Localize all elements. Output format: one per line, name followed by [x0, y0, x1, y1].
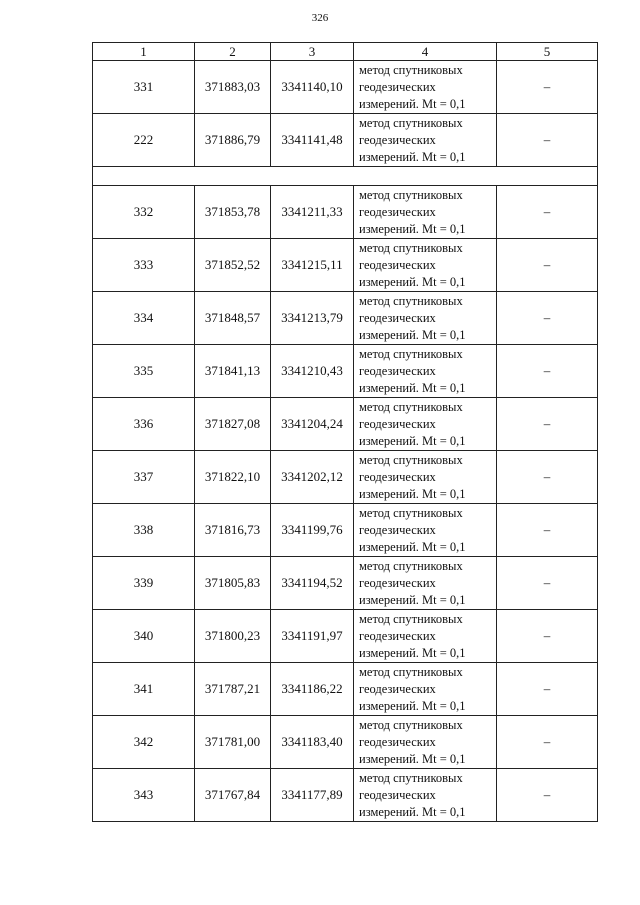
method-cell: [354, 292, 497, 345]
x-coordinate-cell: 371822,10: [195, 451, 271, 504]
method-cell: [354, 239, 497, 292]
header-cell-2: 2: [195, 43, 271, 61]
method-line: геодезических: [359, 575, 436, 590]
note-cell: –: [497, 114, 598, 167]
method-line: геодезических: [359, 628, 436, 643]
method-line: метод спутниковых: [359, 115, 463, 130]
method-line: измерений. Mt = 0,1: [359, 751, 466, 766]
method-line: метод спутниковых: [359, 505, 463, 520]
method-line: метод спутниковых: [359, 717, 463, 732]
method-line: геодезических: [359, 734, 436, 749]
method-line: метод спутниковых: [359, 399, 463, 414]
y-coordinate-cell: 3341202,12: [271, 451, 354, 504]
method-line: метод спутниковых: [359, 346, 463, 361]
method-line: измерений. Mt = 0,1: [359, 804, 466, 819]
method-cell: [354, 114, 497, 167]
method-line: геодезических: [359, 363, 436, 378]
table-row: [93, 61, 598, 114]
method-line: измерений. Mt = 0,1: [359, 645, 466, 660]
y-coordinate-cell: 3341213,79: [271, 292, 354, 345]
method-line: измерений. Mt = 0,1: [359, 149, 466, 164]
note-cell: –: [497, 663, 598, 716]
header-cell-3: 3: [271, 43, 354, 61]
method-line: геодезических: [359, 681, 436, 696]
x-coordinate-cell: 371816,73: [195, 504, 271, 557]
method-line: геодезических: [359, 787, 436, 802]
point-number-cell: 335: [93, 345, 195, 398]
method-cell: [354, 557, 497, 610]
table-row: [93, 239, 598, 292]
y-coordinate-cell: 3341140,10: [271, 61, 354, 114]
point-number-cell: 339: [93, 557, 195, 610]
method-line: геодезических: [359, 79, 436, 94]
y-coordinate-cell: 3341211,33: [271, 186, 354, 239]
table-row: [93, 292, 598, 345]
method-line: геодезических: [359, 132, 436, 147]
x-coordinate-cell: 371827,08: [195, 398, 271, 451]
method-line: метод спутниковых: [359, 293, 463, 308]
method-line: измерений. Mt = 0,1: [359, 96, 466, 111]
method-line: метод спутниковых: [359, 558, 463, 573]
coordinates-table: [92, 42, 598, 822]
table-row: [93, 504, 598, 557]
x-coordinate-cell: 371886,79: [195, 114, 271, 167]
method-cell: [354, 504, 497, 557]
method-line: измерений. Mt = 0,1: [359, 486, 466, 501]
note-cell: –: [497, 557, 598, 610]
method-line: измерений. Mt = 0,1: [359, 539, 466, 554]
note-cell: –: [497, 345, 598, 398]
y-coordinate-cell: 3341204,24: [271, 398, 354, 451]
separator-cell: [93, 167, 598, 186]
x-coordinate-cell: 371767,84: [195, 769, 271, 822]
method-cell: [354, 61, 497, 114]
point-number-cell: 332: [93, 186, 195, 239]
header-cell-1: 1: [93, 43, 195, 61]
point-number-cell: 337: [93, 451, 195, 504]
x-coordinate-cell: 371787,21: [195, 663, 271, 716]
table-row: [93, 716, 598, 769]
y-coordinate-cell: 3341141,48: [271, 114, 354, 167]
y-coordinate-cell: 3341210,43: [271, 345, 354, 398]
table-row: [93, 398, 598, 451]
point-number-cell: 331: [93, 61, 195, 114]
point-number-cell: 222: [93, 114, 195, 167]
method-line: метод спутниковых: [359, 62, 463, 77]
x-coordinate-cell: 371848,57: [195, 292, 271, 345]
x-coordinate-cell: 371841,13: [195, 345, 271, 398]
y-coordinate-cell: 3341215,11: [271, 239, 354, 292]
note-cell: –: [497, 451, 598, 504]
point-number-cell: 342: [93, 716, 195, 769]
method-line: метод спутниковых: [359, 770, 463, 785]
method-line: измерений. Mt = 0,1: [359, 380, 466, 395]
x-coordinate-cell: 371852,52: [195, 239, 271, 292]
point-number-cell: 338: [93, 504, 195, 557]
table-row: [93, 114, 598, 167]
method-cell: [354, 186, 497, 239]
note-cell: –: [497, 398, 598, 451]
table-row: [93, 769, 598, 822]
point-number-cell: 333: [93, 239, 195, 292]
method-line: измерений. Mt = 0,1: [359, 592, 466, 607]
note-cell: –: [497, 239, 598, 292]
x-coordinate-cell: 371853,78: [195, 186, 271, 239]
y-coordinate-cell: 3341194,52: [271, 557, 354, 610]
header-cell-4: 4: [354, 43, 497, 61]
note-cell: –: [497, 292, 598, 345]
x-coordinate-cell: 371800,23: [195, 610, 271, 663]
method-cell: [354, 663, 497, 716]
method-cell: [354, 769, 497, 822]
table-row: [93, 451, 598, 504]
coordinates-table-body: [93, 43, 598, 822]
point-number-cell: 341: [93, 663, 195, 716]
point-number-cell: 340: [93, 610, 195, 663]
separator-row: [93, 167, 598, 186]
note-cell: –: [497, 61, 598, 114]
method-cell: [354, 398, 497, 451]
note-cell: –: [497, 186, 598, 239]
method-line: измерений. Mt = 0,1: [359, 274, 466, 289]
table-row: [93, 610, 598, 663]
method-line: измерений. Mt = 0,1: [359, 698, 466, 713]
method-line: метод спутниковых: [359, 187, 463, 202]
y-coordinate-cell: 3341177,89: [271, 769, 354, 822]
method-cell: [354, 610, 497, 663]
note-cell: –: [497, 610, 598, 663]
table-row: [93, 557, 598, 610]
method-cell: [354, 451, 497, 504]
method-cell: [354, 345, 497, 398]
method-line: метод спутниковых: [359, 240, 463, 255]
method-line: метод спутниковых: [359, 452, 463, 467]
table-row: [93, 186, 598, 239]
y-coordinate-cell: 3341183,40: [271, 716, 354, 769]
method-line: метод спутниковых: [359, 611, 463, 626]
note-cell: –: [497, 769, 598, 822]
x-coordinate-cell: 371805,83: [195, 557, 271, 610]
method-line: измерений. Mt = 0,1: [359, 221, 466, 236]
table-row: [93, 345, 598, 398]
method-line: геодезических: [359, 469, 436, 484]
header-row: [93, 43, 598, 61]
method-line: измерений. Mt = 0,1: [359, 327, 466, 342]
point-number-cell: 336: [93, 398, 195, 451]
method-line: геодезических: [359, 257, 436, 272]
method-line: геодезических: [359, 310, 436, 325]
y-coordinate-cell: 3341199,76: [271, 504, 354, 557]
method-line: измерений. Mt = 0,1: [359, 433, 466, 448]
table-row: [93, 663, 598, 716]
x-coordinate-cell: 371883,03: [195, 61, 271, 114]
note-cell: –: [497, 716, 598, 769]
page-number: 326: [311, 12, 329, 24]
point-number-cell: 334: [93, 292, 195, 345]
header-cell-5: 5: [497, 43, 598, 61]
y-coordinate-cell: 3341186,22: [271, 663, 354, 716]
y-coordinate-cell: 3341191,97: [271, 610, 354, 663]
method-line: геодезических: [359, 204, 436, 219]
x-coordinate-cell: 371781,00: [195, 716, 271, 769]
method-line: метод спутниковых: [359, 664, 463, 679]
method-line: геодезических: [359, 416, 436, 431]
point-number-cell: 343: [93, 769, 195, 822]
method-line: геодезических: [359, 522, 436, 537]
method-cell: [354, 716, 497, 769]
note-cell: –: [497, 504, 598, 557]
